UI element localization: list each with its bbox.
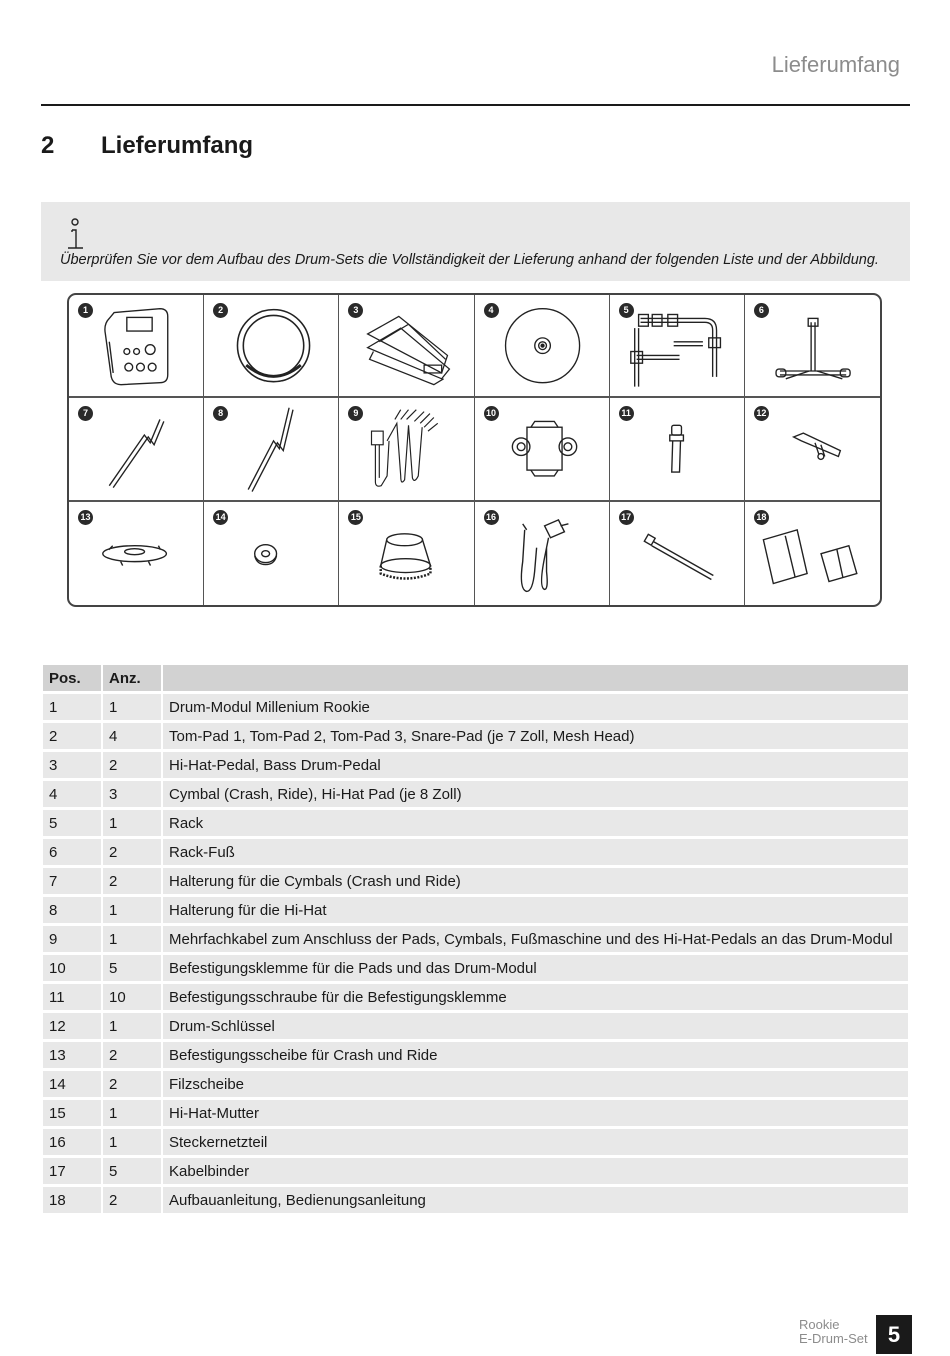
table-row <box>43 723 908 749</box>
cell-pos: 17 <box>43 1158 101 1184</box>
part-cell-10 <box>475 398 610 501</box>
cell-pos: 14 <box>43 1071 101 1097</box>
hihat-nut-icon <box>339 502 473 605</box>
cymbal-icon <box>475 295 609 396</box>
cell-pos: 4 <box>43 781 101 807</box>
cell-qty: 1 <box>103 694 161 720</box>
part-badge-5: 5 <box>619 303 634 318</box>
table-row <box>43 1100 908 1126</box>
info-icon <box>63 218 87 252</box>
part-badge-12: 12 <box>754 406 769 421</box>
drum-key-icon <box>745 398 880 499</box>
cell-qty: 1 <box>103 1129 161 1155</box>
section-number: 2 <box>41 132 55 159</box>
cell-pos: 6 <box>43 839 101 865</box>
cell-pos: 13 <box>43 1042 101 1068</box>
table-row <box>43 839 908 865</box>
cell-qty: 3 <box>103 781 161 807</box>
cell-description: Hi-Hat-Pedal, Bass Drum-Pedal <box>163 752 908 778</box>
cell-description: Halterung für die Hi-Hat <box>163 897 908 923</box>
table-row <box>43 1187 908 1213</box>
table-row <box>43 1129 908 1155</box>
table-row <box>43 781 908 807</box>
parts-illustration <box>67 293 882 607</box>
part-cell-15 <box>339 502 474 605</box>
section-title: Lieferumfang <box>101 132 254 159</box>
part-badge-8: 8 <box>213 406 228 421</box>
part-cell-17 <box>610 502 745 605</box>
cell-pos: 2 <box>43 723 101 749</box>
part-cell-4 <box>475 295 610 398</box>
page-header-title: Lieferumfang <box>771 52 900 77</box>
table-row <box>43 1158 908 1184</box>
cell-pos: 9 <box>43 926 101 952</box>
cell-qty: 2 <box>103 1187 161 1213</box>
cell-pos: 15 <box>43 1100 101 1126</box>
cell-qty: 1 <box>103 1100 161 1126</box>
cell-description: Hi-Hat-Mutter <box>163 1100 908 1126</box>
part-badge-3: 3 <box>348 303 363 318</box>
part-badge-18: 18 <box>754 510 769 525</box>
cell-qty: 2 <box>103 839 161 865</box>
part-cell-1 <box>69 295 204 398</box>
cell-qty: 1 <box>103 897 161 923</box>
table-row <box>43 868 908 894</box>
part-badge-6: 6 <box>754 303 769 318</box>
cell-pos: 10 <box>43 955 101 981</box>
cell-qty: 5 <box>103 955 161 981</box>
cell-description: Rack-Fuß <box>163 839 908 865</box>
part-cell-14 <box>204 502 339 605</box>
cell-qty: 4 <box>103 723 161 749</box>
part-cell-12 <box>745 398 880 501</box>
cell-pos: 18 <box>43 1187 101 1213</box>
rack-foot-icon <box>745 295 880 396</box>
table-row <box>43 955 908 981</box>
mounting-clamp-icon <box>475 398 609 499</box>
multicable-icon <box>339 398 473 499</box>
cell-qty: 1 <box>103 1013 161 1039</box>
cell-pos: 5 <box>43 810 101 836</box>
part-badge-11: 11 <box>619 406 634 421</box>
cell-qty: 1 <box>103 926 161 952</box>
manuals-icon <box>745 502 880 605</box>
table-row <box>43 752 908 778</box>
cell-description: Drum-Modul Millenium Rookie <box>163 694 908 720</box>
table-row <box>43 694 908 720</box>
part-cell-5 <box>610 295 745 398</box>
cell-qty: 2 <box>103 1042 161 1068</box>
table-row <box>43 1042 908 1068</box>
section-heading <box>41 132 253 160</box>
cell-pos: 12 <box>43 1013 101 1039</box>
cell-description: Drum-Schlüssel <box>163 1013 908 1039</box>
table-row <box>43 984 908 1010</box>
cell-pos: 7 <box>43 868 101 894</box>
header-qty: Anz. <box>103 665 161 691</box>
footer-product <box>799 1318 868 1346</box>
header-divider <box>41 104 910 106</box>
cell-description: Filzscheibe <box>163 1071 908 1097</box>
table-row <box>43 926 908 952</box>
hihat-arm-icon <box>204 398 338 499</box>
part-cell-18 <box>745 502 880 605</box>
cell-description: Cymbal (Crash, Ride), Hi-Hat Pad (je 8 Zoll) <box>163 781 908 807</box>
cell-description: Rack <box>163 810 908 836</box>
table-row <box>43 810 908 836</box>
info-text: Überprüfen Sie vor dem Aufbau des Drum-Sets die Vollständigkeit der Lieferung anhand der folgenden Liste und der Abbildung. <box>60 252 879 268</box>
part-badge-10: 10 <box>484 406 499 421</box>
part-badge-15: 15 <box>348 510 363 525</box>
part-cell-9 <box>339 398 474 501</box>
part-badge-9: 9 <box>348 406 363 421</box>
mounting-disc-icon <box>69 502 203 605</box>
table-row <box>43 897 908 923</box>
screw-icon <box>610 398 744 499</box>
drum-module-icon <box>69 295 203 396</box>
part-cell-8 <box>204 398 339 501</box>
parts-table <box>41 662 910 1216</box>
rack-icon <box>610 295 744 396</box>
table-row <box>43 1071 908 1097</box>
info-note <box>41 202 910 281</box>
cell-qty: 10 <box>103 984 161 1010</box>
part-cell-11 <box>610 398 745 501</box>
footer-product-line1: Rookie <box>799 1317 840 1332</box>
pedal-icon <box>339 295 473 396</box>
cell-qty: 2 <box>103 752 161 778</box>
footer-product-line2: E-Drum-Set <box>799 1331 868 1346</box>
part-cell-16 <box>475 502 610 605</box>
cell-qty: 2 <box>103 868 161 894</box>
felt-washer-icon <box>204 502 338 605</box>
cell-description: Aufbauanleitung, Bedienungsanleitung <box>163 1187 908 1213</box>
header-pos: Pos. <box>43 665 101 691</box>
part-badge-16: 16 <box>484 510 499 525</box>
table-header-row <box>43 665 908 691</box>
cell-description: Mehrfachkabel zum Anschluss der Pads, Cymbals, Fußmaschine und des Hi-Hat-Pedals an das Drum-Modul <box>163 926 908 952</box>
cell-qty: 5 <box>103 1158 161 1184</box>
drum-pad-icon <box>204 295 338 396</box>
part-badge-7: 7 <box>78 406 93 421</box>
part-badge-1: 1 <box>78 303 93 318</box>
cell-pos: 16 <box>43 1129 101 1155</box>
part-badge-2: 2 <box>213 303 228 318</box>
page-number: 5 <box>876 1315 912 1354</box>
cell-pos: 11 <box>43 984 101 1010</box>
header-description <box>163 665 908 691</box>
part-cell-2 <box>204 295 339 398</box>
cell-description: Befestigungsklemme für die Pads und das Drum-Modul <box>163 955 908 981</box>
table-row <box>43 1013 908 1039</box>
cable-tie-icon <box>610 502 744 605</box>
power-adapter-icon <box>475 502 609 605</box>
cell-qty: 2 <box>103 1071 161 1097</box>
cymbal-arm-icon <box>69 398 203 499</box>
part-badge-4: 4 <box>484 303 499 318</box>
cell-description: Kabelbinder <box>163 1158 908 1184</box>
part-cell-3 <box>339 295 474 398</box>
part-badge-13: 13 <box>78 510 93 525</box>
part-badge-17: 17 <box>619 510 634 525</box>
cell-pos: 8 <box>43 897 101 923</box>
cell-description: Befestigungsscheibe für Crash und Ride <box>163 1042 908 1068</box>
cell-description: Steckernetzteil <box>163 1129 908 1155</box>
cell-pos: 3 <box>43 752 101 778</box>
cell-description: Befestigungsschraube für die Befestigungsklemme <box>163 984 908 1010</box>
part-badge-14: 14 <box>213 510 228 525</box>
part-cell-7 <box>69 398 204 501</box>
part-cell-6 <box>745 295 880 398</box>
cell-description: Halterung für die Cymbals (Crash und Ride) <box>163 868 908 894</box>
part-cell-13 <box>69 502 204 605</box>
cell-description: Tom-Pad 1, Tom-Pad 2, Tom-Pad 3, Snare-Pad (je 7 Zoll, Mesh Head) <box>163 723 908 749</box>
cell-qty: 1 <box>103 810 161 836</box>
cell-pos: 1 <box>43 694 101 720</box>
